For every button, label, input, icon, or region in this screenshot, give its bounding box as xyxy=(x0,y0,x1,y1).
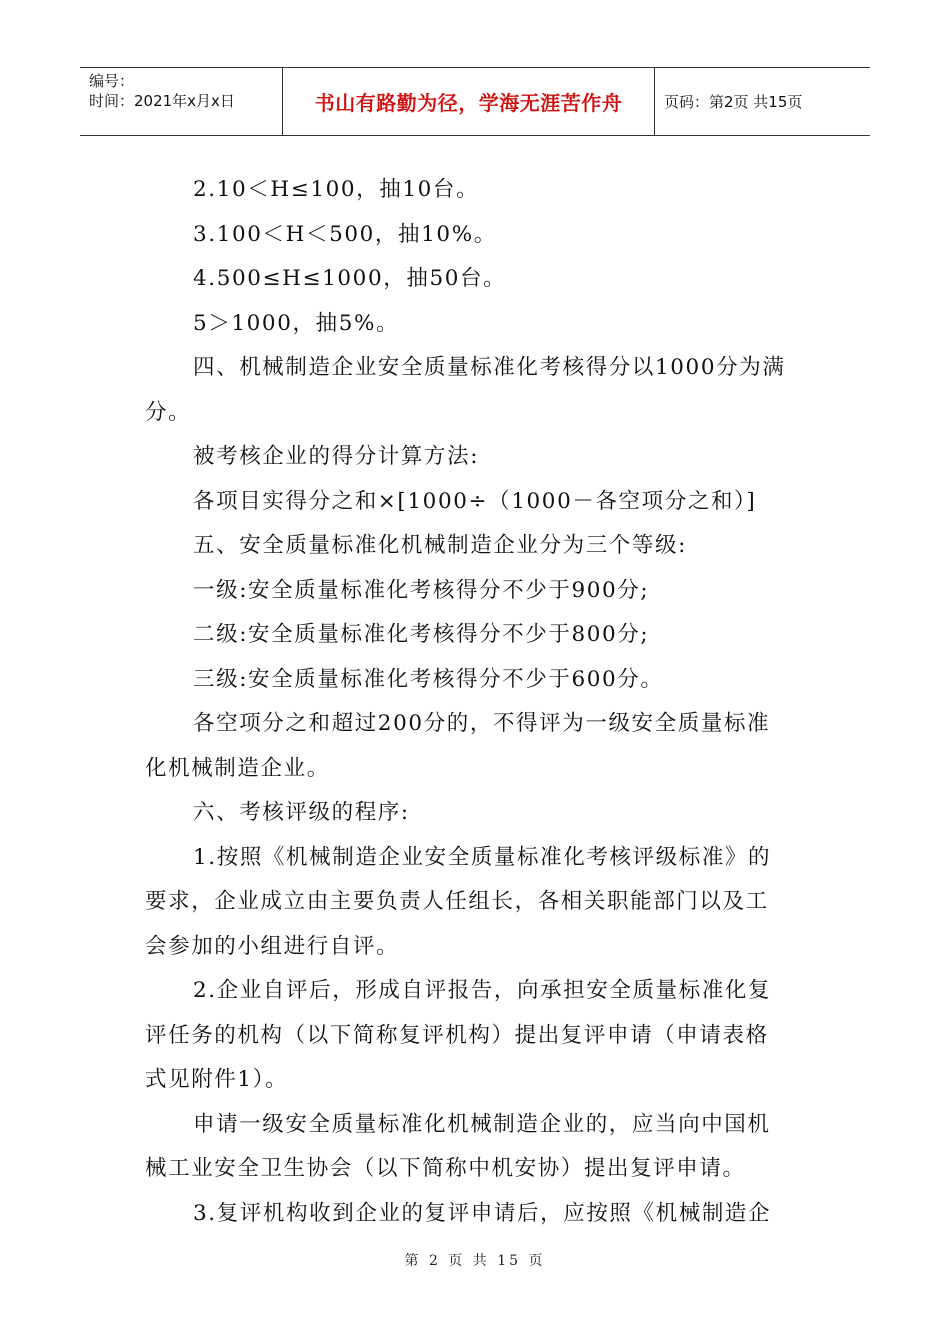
text-line: 分。 xyxy=(145,399,192,425)
text-line: 申请一级安全质量标准化机械制造企业的，应当向中国机 xyxy=(193,1111,771,1137)
text-line: 被考核企业的得分计算方法: xyxy=(193,444,480,469)
text-line: 一级:安全质量标准化考核得分不少于900分; xyxy=(193,577,650,603)
footer-page-number: 第 2 页 共 15 页 xyxy=(404,1253,546,1269)
text-line: 2.企业自评后，形成自评报告，向承担安全质量标准化复 xyxy=(193,978,772,1003)
text-line: 三级:安全质量标准化考核得分不少于600分。 xyxy=(193,666,664,692)
document-date: 时间：2021年x月x日 xyxy=(89,92,235,110)
header-motto: 书山有路勤为径，学海无涯苦作舟 xyxy=(314,91,623,115)
text-line: 1.按照《机械制造企业安全质量标准化考核评级标准》的 xyxy=(193,844,772,870)
text-line: 式见附件1）。 xyxy=(145,1067,289,1092)
text-line: 各项目实得分之和×[1000÷（1000－各空项分之和）] xyxy=(193,488,757,514)
text-line: 械工业安全卫生协会（以下简称中机安协）提出复评申请。 xyxy=(145,1156,746,1181)
text-line: 评任务的机构（以下简称复评机构）提出复评申请（申请表格 xyxy=(145,1022,769,1048)
text-line: 二级:安全质量标准化考核得分不少于800分; xyxy=(193,622,650,647)
header-page-number: 页码：第2页 共15页 xyxy=(664,93,803,111)
text-line: 五、安全质量标准化机械制造企业分为三个等级: xyxy=(193,533,687,558)
text-line: 2.10＜H≤100，抽10台。 xyxy=(193,177,480,202)
text-line: 各空项分之和超过200分的，不得评为一级安全质量标准 xyxy=(193,711,771,736)
text-line: 要求，企业成立由主要负责人任组长，各相关职能部门以及工 xyxy=(145,889,769,914)
page-footer xyxy=(0,1250,950,1270)
text-line: 六、考核评级的程序: xyxy=(193,800,410,825)
text-line: 化机械制造企业。 xyxy=(145,755,330,781)
text-line: 四、机械制造企业安全质量标准化考核得分以1000分为满 xyxy=(193,355,786,380)
document-number-label: 编号： xyxy=(89,72,135,90)
text-line: 会参加的小组进行自评。 xyxy=(145,933,400,959)
header-motto-cell xyxy=(283,68,655,135)
text-line: 5＞1000，抽5%。 xyxy=(193,310,400,336)
text-line: 3.100＜H＜500，抽10%。 xyxy=(193,221,497,247)
document-header xyxy=(80,67,870,136)
text-line: 3.复评机构收到企业的复评申请后，应按照《机械制造企 xyxy=(193,1200,772,1226)
header-page-cell xyxy=(655,68,870,135)
header-meta-cell xyxy=(80,68,283,135)
text-line: 4.500≤H≤1000，抽50台。 xyxy=(193,266,507,291)
document-body xyxy=(145,168,807,1236)
